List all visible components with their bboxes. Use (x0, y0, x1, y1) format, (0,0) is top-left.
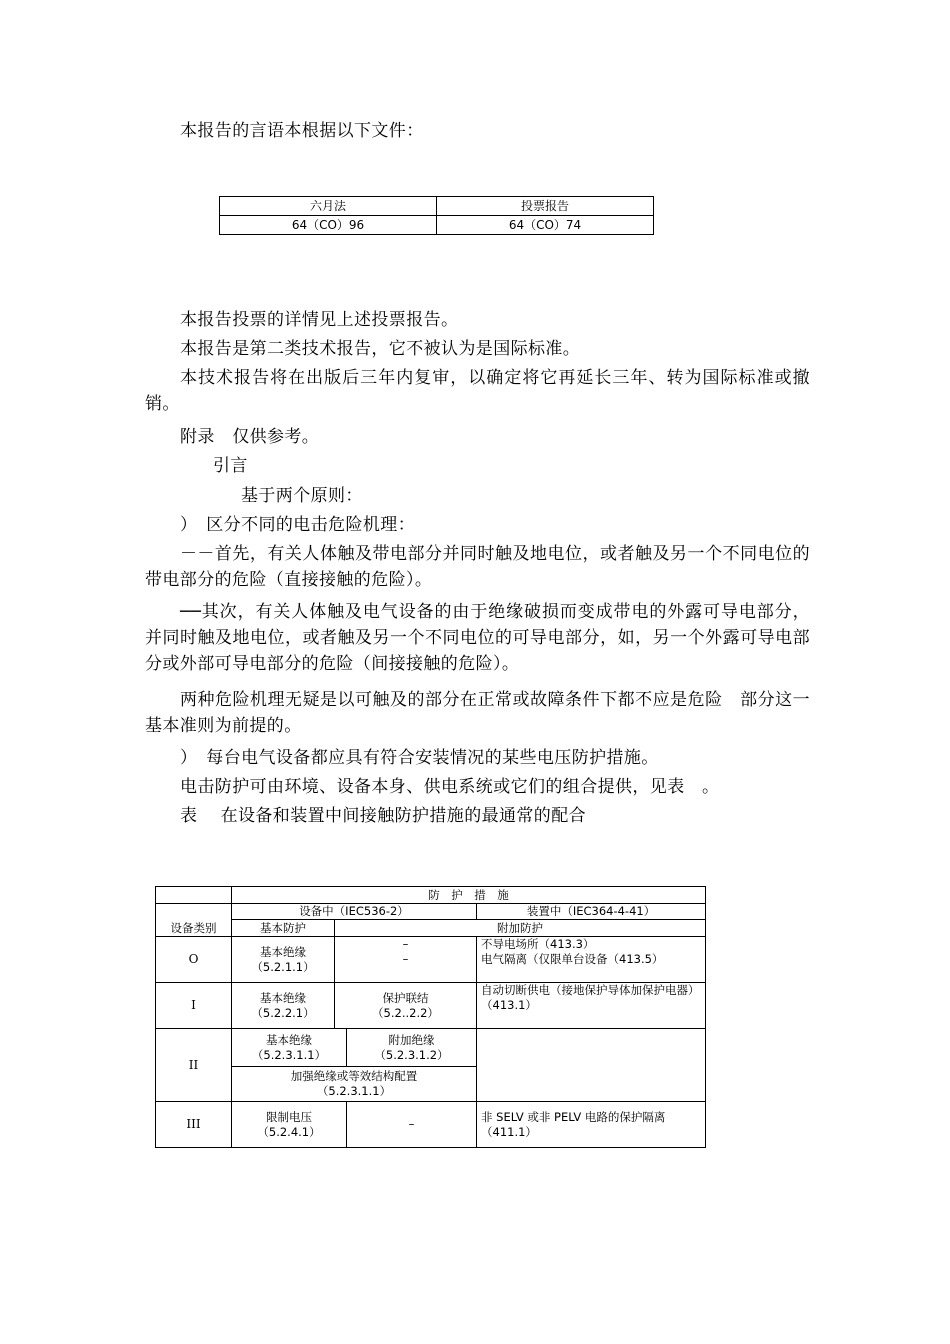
cell-line: 电气隔离（仅限单台设备（413.5） (481, 952, 664, 966)
doc-table-header: 投票报告 (437, 197, 654, 216)
paragraph-item-b: ） 每台电气设备都应具有符合安装情况的某些电压防护措施。 (180, 748, 659, 768)
header-in-installation: 装置中（IEC364-4-41） (477, 904, 706, 920)
intro-line: 本报告的言语本根据以下文件： (180, 121, 424, 141)
cell-line: 不导电场所（413.3） (481, 937, 595, 951)
basic-protection-cell (232, 1102, 347, 1148)
cell-line: 基本绝缘 (260, 990, 306, 1005)
cell-line: 自动切断供电（接地保护导体加保护电器） (481, 983, 700, 997)
paragraph-report-type: 本报告是第二类技术报告，它不被认为是国际标准。 (180, 339, 581, 359)
cell-line: （5.2.4.1） (257, 1124, 321, 1139)
cell-line: – (402, 937, 409, 951)
additional-protection-cell (335, 937, 477, 983)
paragraph-basic-rule: 两种危险机理无疑是以可触及的部分在正常或故障条件下都不应是危险 部分这一基本准则为前提的。 (145, 690, 810, 736)
basic-protection-cell (232, 937, 335, 983)
cell-line: （5.2..2.2） (372, 1005, 439, 1020)
installation-cell (477, 937, 706, 983)
cell-line: 基本绝缘 (266, 1032, 312, 1047)
cell-line: （413.1） (481, 998, 537, 1012)
doc-table-cell: 64（CO）96 (220, 216, 437, 235)
table-caption: 表 在设备和装置中间接触防护措施的最通常的配合 (180, 806, 587, 826)
cell-line: （5.2.3.1.1） (316, 1084, 392, 1098)
cell-line: （5.2.3.1.2） (374, 1047, 449, 1062)
cell-line: 附加绝缘 (388, 1032, 435, 1047)
paragraph-vote-details: 本报告投票的详情见上述投票报告。 (180, 310, 459, 330)
paragraph-principles: 基于两个原则： (241, 486, 363, 506)
additional-protection-cell (347, 1029, 477, 1067)
heading-introduction: 引言 (213, 456, 248, 476)
paragraph-annex: 附录 仅供参考。 (180, 427, 320, 447)
header-additional-protection: 附加防护 (335, 920, 706, 937)
paragraph-item-a: ） 区分不同的电击危险机理： (180, 515, 416, 535)
paragraph-review: 本技术报告将在出版后三年内复审，以确定将它再延长三年、转为国际标准或撤销。 (145, 368, 810, 414)
basic-protection-cell (232, 1029, 347, 1067)
cell-line: （5.2.1.1） (251, 959, 315, 974)
empty-cell (156, 887, 232, 904)
header-in-equipment: 设备中（IEC536-2） (232, 904, 477, 920)
class-cell: III (156, 1102, 232, 1148)
paragraph-direct-contact: －－首先，有关人体触及带电部分并同时触及地电位，或者触及另一个不同电位的带电部分的危险（直接接触的危险）。 (145, 544, 810, 590)
installation-cell (477, 983, 706, 1029)
header-equipment-class: 设备类别 (156, 904, 232, 937)
cell-line: 加强绝缘或等效结构配置 (290, 1069, 418, 1083)
class-cell: O (156, 937, 232, 983)
doc-table-cell: 64（CO）74 (437, 216, 654, 235)
additional-protection-cell (335, 983, 477, 1029)
empty-cell (477, 1029, 706, 1102)
cell-line: 保护联结 (382, 990, 429, 1005)
header-basic-protection: 基本防护 (232, 920, 335, 937)
installation-cell: 非 SELV 或非 PELV 电路的保护隔离（411.1） (477, 1102, 706, 1148)
class-cell: I (156, 983, 232, 1029)
protection-measures-table (155, 886, 706, 1148)
class-cell: II (156, 1029, 232, 1102)
cell-line: 基本绝缘 (260, 944, 306, 959)
cell-line: （5.2.2.1） (251, 1005, 315, 1020)
document-source-table (219, 196, 654, 235)
additional-protection-cell: – (347, 1102, 477, 1148)
paragraph-indirect-contact: ──其次，有关人体触及电气设备的由于绝缘破损而变成带电的外露可导电部分，并同时触及地电位，或者触及另一个不同电位的可导电部分，如，另一个外露可导电部分或外部可导电部分的危险（间接接触的危险）。 (145, 602, 810, 674)
cell-line: （5.2.3.1.1） (251, 1047, 327, 1062)
basic-protection-cell (232, 983, 335, 1029)
doc-table-header: 六月法 (220, 197, 437, 216)
header-protection-measures: 防 护 措 施 (232, 887, 706, 904)
cell-line: – (402, 952, 409, 966)
reinforced-insulation-cell (232, 1067, 477, 1102)
cell-line: 限制电压 (266, 1109, 312, 1124)
paragraph-protection-provided: 电击防护可由环境、设备本身、供电系统或它们的组合提供，见表 。 (180, 777, 720, 797)
